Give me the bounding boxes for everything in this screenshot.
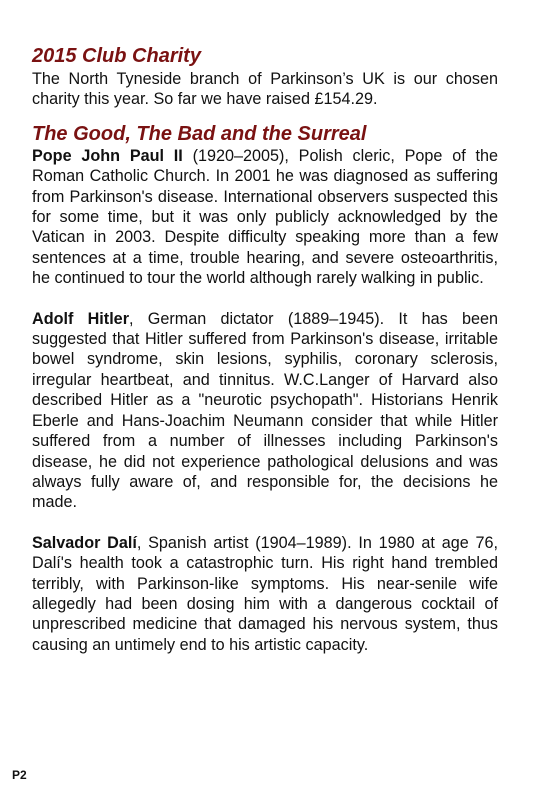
charity-paragraph: The North Tyneside branch of Parkinson’s UK is our chosen charity this year. So far we have raised £154.29. bbox=[32, 70, 498, 109]
entry-name: Salvador Dalí bbox=[32, 533, 137, 552]
entry-text: , German dictator (1889–1945). It has been suggested that Hitler suffered from Parkinson's disease, irritable bowel syndrome, skin lesions, syphilis, coronary sclerosis, irregular heartbeat, and tinnitus. W.C.Langer of Harvard also described Hitler as a "neurotic psychopath". Historians Henrik Eberle and Hans-Joachim Neumann consider that while Hitler suffered from a number of illnesses including Parkinson's disease, he did not experience pathological delusions and was always fully aware of, and responsible for, the decisions he made. bbox=[32, 309, 499, 512]
entry-name: Pope John Paul II bbox=[32, 146, 183, 165]
entry-adolf-hitler bbox=[32, 309, 498, 513]
entry-salvador-dali bbox=[32, 533, 498, 655]
newsletter-page bbox=[32, 44, 498, 655]
good-bad-surreal-section bbox=[32, 122, 498, 655]
charity-heading: 2015 Club Charity bbox=[32, 45, 201, 67]
charity-section bbox=[32, 44, 498, 110]
entry-pope-john-paul bbox=[32, 146, 498, 289]
page-number: P2 bbox=[12, 768, 27, 782]
entry-text: (1920–2005), Polish cleric, Pope of the Roman Catholic Church. In 2001 he was diagnosed as suffering from Parkinson's disease. International observers suspected this for some time, but it was only publicly acknowledged by the Vatican in 2003. Despite difficulty speaking more than a few sentences at a time, trouble hearing, and severe osteoarthritis, he continued to tour the world although rarely walking in public. bbox=[32, 146, 498, 288]
good-bad-surreal-heading: The Good, The Bad and the Surreal bbox=[32, 122, 367, 145]
entry-name: Adolf Hitler bbox=[32, 309, 129, 328]
entry-text: , Spanish artist (1904–1989). In 1980 at age 76, Dalí's health took a catastrophic turn. His right hand trembled terribly, with Parkinson-like symptoms. His near-senile wife allegedly had been dosing him with a dangerous cocktail of unprescribed medicine that damaged his nervous system, thus causing an untimely end to his artistic capacity. bbox=[32, 533, 498, 654]
